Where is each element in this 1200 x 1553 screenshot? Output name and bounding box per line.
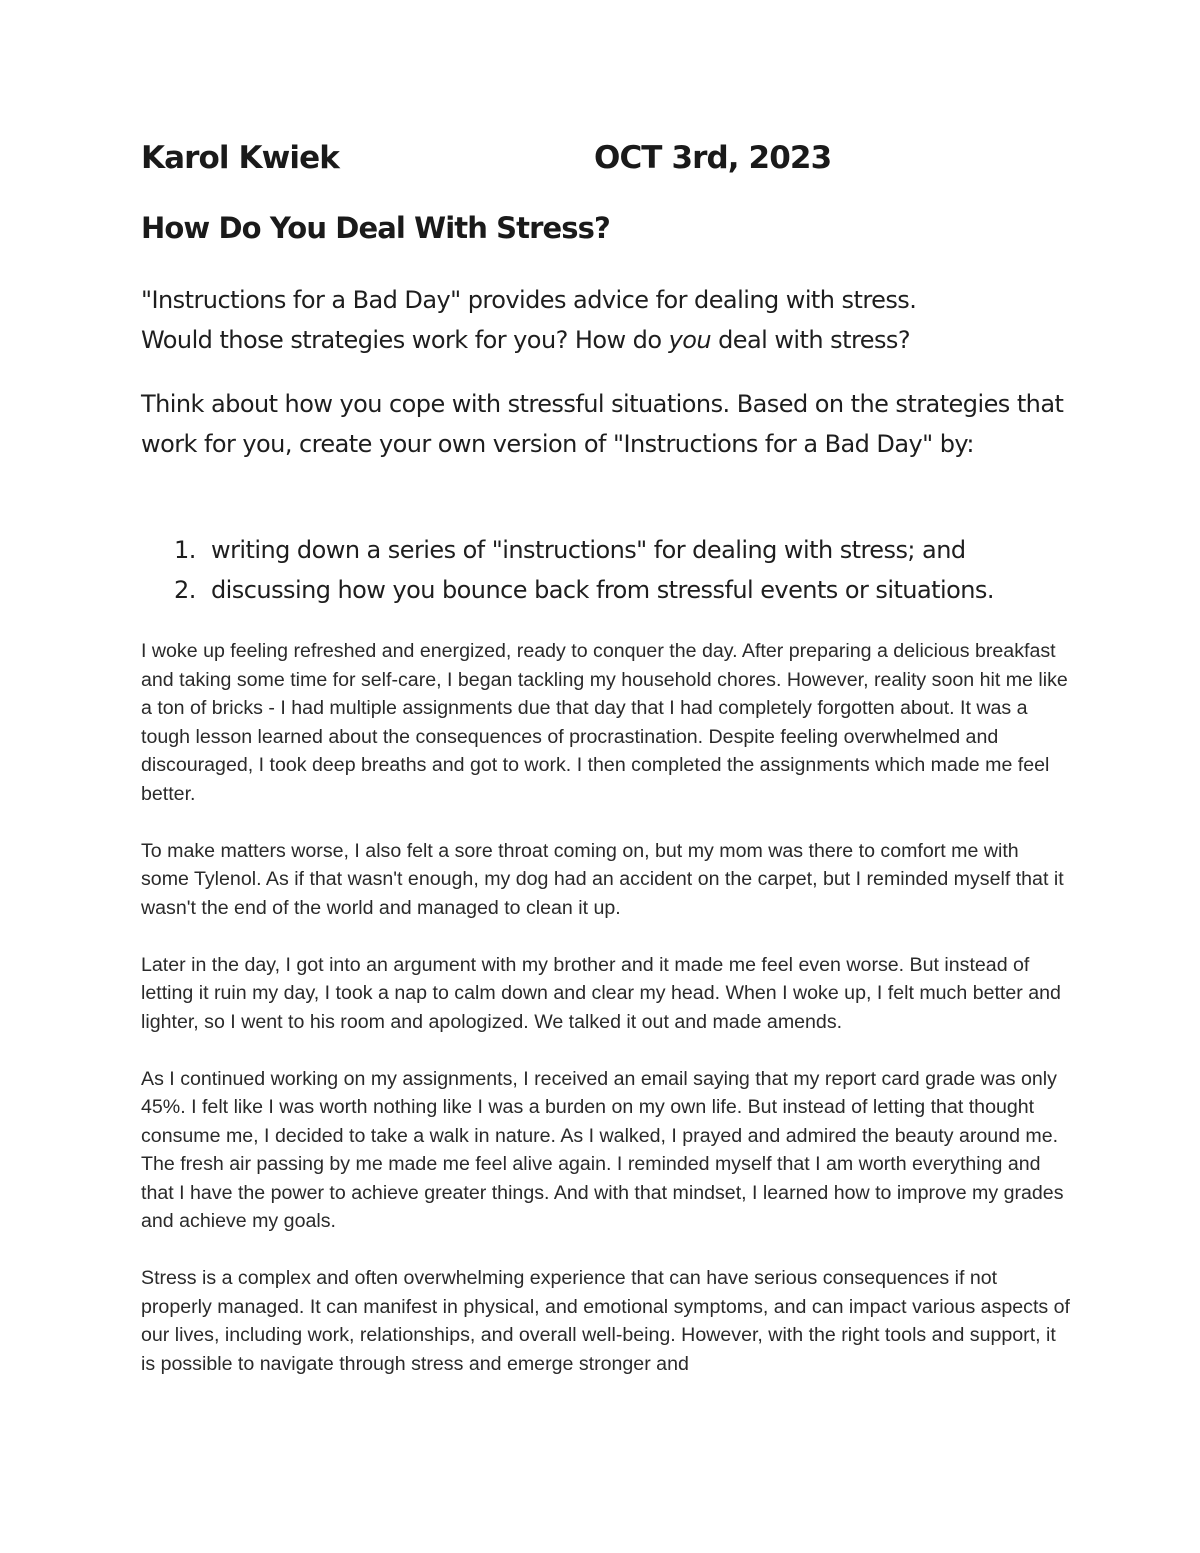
list-item (141, 530, 1101, 570)
header-row (141, 140, 1041, 188)
prompt-line-2-start: Would those strategies work for you? How do (141, 326, 669, 354)
list-item-text: discussing how you bounce back from stressful events or situations. (211, 576, 994, 604)
list-item-text: writing down a series of "instructions" for dealing with stress; and (211, 536, 966, 564)
document-date: OCT 3rd, 2023 (594, 140, 832, 176)
essay-paragraph: As I continued working on my assignments, I received an email saying that my report card grade was only 45%. I felt like I was worth nothing like I was a burden on my own life. But instead of letting that thought consume me, I decided to take a walk in nature. As I walked, I prayed and admired the beauty around me. The fresh air passing by me made me feel alive again. I reminded myself that I am worth everything and that I have the power to achieve greater things. And with that mindset, I learned how to improve my grades and achieve my goals. (141, 1067, 1064, 1232)
list-item (141, 570, 1101, 610)
prompt-paragraph-1 (141, 280, 1071, 360)
list-item-number: 1. (174, 536, 196, 564)
essay-paragraph: Stress is a complex and often overwhelming experience that can have serious consequences if not properly managed. It can manifest in physical, and emotional symptoms, and can impact various aspects of our lives, including work, relationships, and overall well-being. However, with the right tools and support, it is possible to navigate through stress and emerge stronger and (141, 1267, 1070, 1375)
instructions-list (141, 530, 1101, 610)
prompt-line-2-end: deal with stress? (711, 326, 911, 354)
list-item-number: 2. (174, 576, 196, 604)
prompt-emphasis: you (668, 326, 712, 354)
author-name: Karol Kwiek (141, 140, 339, 176)
essay-paragraph: Later in the day, I got into an argument with my brother and it made me feel even worse. But instead of letting it ruin my day, I took a nap to calm down and clear my head. When I woke up, I felt much better and lighter, so I went to his room and apologized. We talked it out and made amends. (141, 953, 1061, 1033)
essay-body (141, 637, 1071, 1407)
prompt-paragraph-2: Think about how you cope with stressful situations. Based on the strategies that work for you, create your own version of "Instructions for a Bad Day" by: (141, 390, 1064, 458)
essay-paragraph: I woke up feeling refreshed and energized, ready to conquer the day. After preparing a delicious breakfast and taking some time for self-care, I began tackling my household chores. However, reality soon hit me like a ton of bricks - I had multiple assignments due that day that I had completely forgotten about. It was a tough lesson learned about the consequences of procrastination. Despite feeling overwhelmed and discouraged, I took deep breaths and got to work. I then completed the assignments which made me feel better. (141, 640, 1068, 805)
prompt-line-1: "Instructions for a Bad Day" provides advice for dealing with stress. (141, 286, 917, 314)
page-title: How Do You Deal With Stress? (141, 211, 610, 245)
essay-paragraph: To make matters worse, I also felt a sore throat coming on, but my mom was there to comfort me with some Tylenol. As if that wasn't enough, my dog had an accident on the carpet, but I reminded myself that it wasn't the end of the world and managed to clean it up. (141, 839, 1064, 919)
